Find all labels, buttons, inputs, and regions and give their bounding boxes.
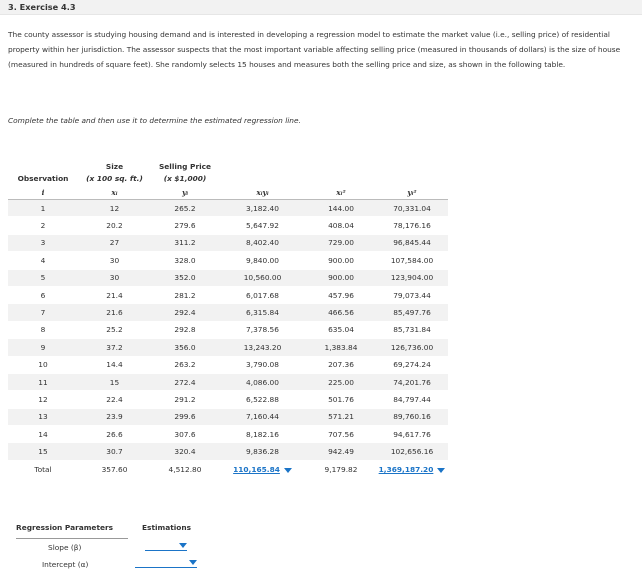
table-row [8, 252, 448, 269]
cell-y2: 102,656.16 [376, 443, 448, 460]
cell-xy: 13,243.20 [219, 339, 306, 356]
var-y2: yᵢ² [376, 185, 448, 200]
cell-observation: 5 [8, 269, 78, 286]
cell-y2: 70,331.04 [376, 200, 448, 217]
cell-xy: 3,182.40 [219, 200, 306, 217]
cell-x2: 144.00 [306, 200, 376, 217]
cell-x2: 635.04 [306, 321, 376, 338]
table-row [8, 321, 448, 338]
cell-price: 265.2 [151, 200, 219, 217]
table-row [8, 426, 448, 443]
cell-size: 21.4 [78, 286, 151, 303]
cell-y2: 78,176.16 [376, 217, 448, 234]
cell-xy: 7,160.44 [219, 408, 306, 425]
params-header-left: Regression Parameters [16, 523, 114, 532]
cell-x2: 1,383.84 [306, 339, 376, 356]
slope-dropdown[interactable] [145, 541, 187, 551]
cell-price: 320.4 [151, 443, 219, 460]
cell-size: 15 [78, 373, 151, 390]
var-x: xᵢ [78, 185, 151, 200]
total-y2-value: 1,369,187.20 [378, 465, 434, 475]
exercise-header [0, 0, 642, 15]
cell-size: 30 [78, 269, 151, 286]
cell-price: 299.6 [151, 408, 219, 425]
header-price: Selling Price [158, 161, 212, 171]
table-row [8, 391, 448, 408]
cell-xy: 6,315.84 [219, 304, 306, 321]
cell-y2: 69,274.24 [376, 356, 448, 373]
params-divider [16, 538, 128, 539]
cell-x2: 466.56 [306, 304, 376, 321]
cell-xy: 9,840.00 [219, 252, 306, 269]
cell-x2: 729.00 [306, 234, 376, 251]
intercept-label: Intercept (α) [42, 560, 89, 569]
cell-observation: 6 [8, 286, 78, 303]
cell-observation: 9 [8, 339, 78, 356]
cell-y2: 94,617.76 [376, 426, 448, 443]
cell-y2: 123,904.00 [376, 269, 448, 286]
cell-price: 279.6 [151, 217, 219, 234]
table-row [8, 443, 448, 460]
cell-price: 272.4 [151, 373, 219, 390]
table-row [8, 356, 448, 373]
total-x: 357.60 [78, 460, 151, 479]
table-row [8, 373, 448, 390]
header-blank [8, 160, 78, 172]
cell-price: 263.2 [151, 356, 219, 373]
cell-observation: 12 [8, 391, 78, 408]
cell-observation: 15 [8, 443, 78, 460]
cell-x2: 457.96 [306, 286, 376, 303]
cell-x2: 207.36 [306, 356, 376, 373]
cell-size: 14.4 [78, 356, 151, 373]
table-row [8, 408, 448, 425]
header-observation: Observation [17, 174, 69, 183]
cell-price: 291.2 [151, 391, 219, 408]
params-header-right: Estimations [142, 523, 192, 532]
chevron-down-icon [189, 560, 197, 565]
cell-y2: 84,797.44 [376, 391, 448, 408]
cell-y2: 85,731.84 [376, 321, 448, 338]
cell-observation: 11 [8, 373, 78, 390]
cell-size: 20.2 [78, 217, 151, 234]
table-row [8, 200, 448, 217]
cell-x2: 707.56 [306, 426, 376, 443]
cell-y2: 79,073.44 [376, 286, 448, 303]
cell-size: 21.6 [78, 304, 151, 321]
cell-y2: 126,736.00 [376, 339, 448, 356]
cell-price: 292.4 [151, 304, 219, 321]
table-row [8, 217, 448, 234]
cell-x2: 942.49 [306, 443, 376, 460]
cell-observation: 8 [8, 321, 78, 338]
cell-y2: 74,201.76 [376, 373, 448, 390]
instruction-text: Complete the table and then use it to determine the estimated regression line. [8, 116, 301, 125]
cell-xy: 7,378.56 [219, 321, 306, 338]
cell-size: 27 [78, 234, 151, 251]
cell-observation: 7 [8, 304, 78, 321]
header-size-unit: (x 100 sq. ft.) [86, 174, 143, 183]
cell-xy: 9,836.28 [219, 443, 306, 460]
cell-price: 281.2 [151, 286, 219, 303]
var-i: i [8, 185, 78, 200]
header-price-unit: (x $1,000) [163, 174, 207, 183]
cell-x2: 571.21 [306, 408, 376, 425]
slope-label: Slope (β) [48, 543, 82, 552]
cell-size: 26.6 [78, 426, 151, 443]
total-x2: 9,179.82 [306, 460, 376, 479]
cell-size: 37.2 [78, 339, 151, 356]
cell-observation: 13 [8, 408, 78, 425]
cell-y2: 85,497.76 [376, 304, 448, 321]
cell-y2: 107,584.00 [376, 252, 448, 269]
intercept-dropdown[interactable] [135, 558, 197, 568]
chevron-down-icon [179, 543, 187, 548]
cell-y2: 89,760.16 [376, 408, 448, 425]
cell-price: 292.8 [151, 321, 219, 338]
table-row [8, 339, 448, 356]
table-row [8, 269, 448, 286]
cell-y2: 96,845.44 [376, 234, 448, 251]
total-xy-dropdown[interactable] [219, 460, 306, 479]
cell-x2: 225.00 [306, 373, 376, 390]
cell-x2: 900.00 [306, 269, 376, 286]
cell-size: 30.7 [78, 443, 151, 460]
cell-x2: 900.00 [306, 252, 376, 269]
cell-observation: 1 [8, 200, 78, 217]
cell-price: 307.6 [151, 426, 219, 443]
cell-price: 311.2 [151, 234, 219, 251]
cell-price: 356.0 [151, 339, 219, 356]
cell-size: 22.4 [78, 391, 151, 408]
total-row [8, 460, 448, 479]
total-y2-dropdown[interactable] [376, 460, 448, 479]
var-x2: xᵢ² [306, 185, 376, 200]
exercise-title: 3. Exercise 4.3 [8, 2, 76, 12]
cell-observation: 3 [8, 234, 78, 251]
cell-observation: 2 [8, 217, 78, 234]
cell-size: 23.9 [78, 408, 151, 425]
var-y: yᵢ [151, 185, 219, 200]
chevron-down-icon [437, 468, 445, 473]
cell-observation: 10 [8, 356, 78, 373]
table-row [8, 304, 448, 321]
total-y: 4,512.80 [151, 460, 219, 479]
cell-xy: 6,017.68 [219, 286, 306, 303]
cell-xy: 8,402.40 [219, 234, 306, 251]
cell-xy: 10,560.00 [219, 269, 306, 286]
cell-size: 12 [78, 200, 151, 217]
var-xy: xᵢyᵢ [219, 185, 306, 200]
cell-price: 328.0 [151, 252, 219, 269]
regression-table [8, 160, 448, 479]
cell-xy: 6,522.88 [219, 391, 306, 408]
cell-x2: 501.76 [306, 391, 376, 408]
cell-xy: 8,182.16 [219, 426, 306, 443]
total-label: Total [8, 460, 78, 479]
problem-statement: The county assessor is studying housing demand and is interested in developing a regression model to estimate the market value (i.e., selling price) of residential property within her jurisdiction. The assessor suspects that the most important variable affecting selling price (measured in thousands of dollars) is the size of house (measured in hundreds of square feet). She randomly selects 15 houses and measures both the selling price and size, as shown in the following table. [8, 30, 621, 69]
cell-price: 352.0 [151, 269, 219, 286]
cell-xy: 3,790.08 [219, 356, 306, 373]
cell-size: 25.2 [78, 321, 151, 338]
total-xy-value: 110,165.84 [233, 465, 280, 475]
table-row [8, 286, 448, 303]
chevron-down-icon [284, 468, 292, 473]
cell-observation: 4 [8, 252, 78, 269]
cell-observation: 14 [8, 426, 78, 443]
cell-x2: 408.04 [306, 217, 376, 234]
table-row [8, 234, 448, 251]
header-size: Size [105, 161, 124, 171]
cell-xy: 4,086.00 [219, 373, 306, 390]
cell-size: 30 [78, 252, 151, 269]
cell-xy: 5,647.92 [219, 217, 306, 234]
